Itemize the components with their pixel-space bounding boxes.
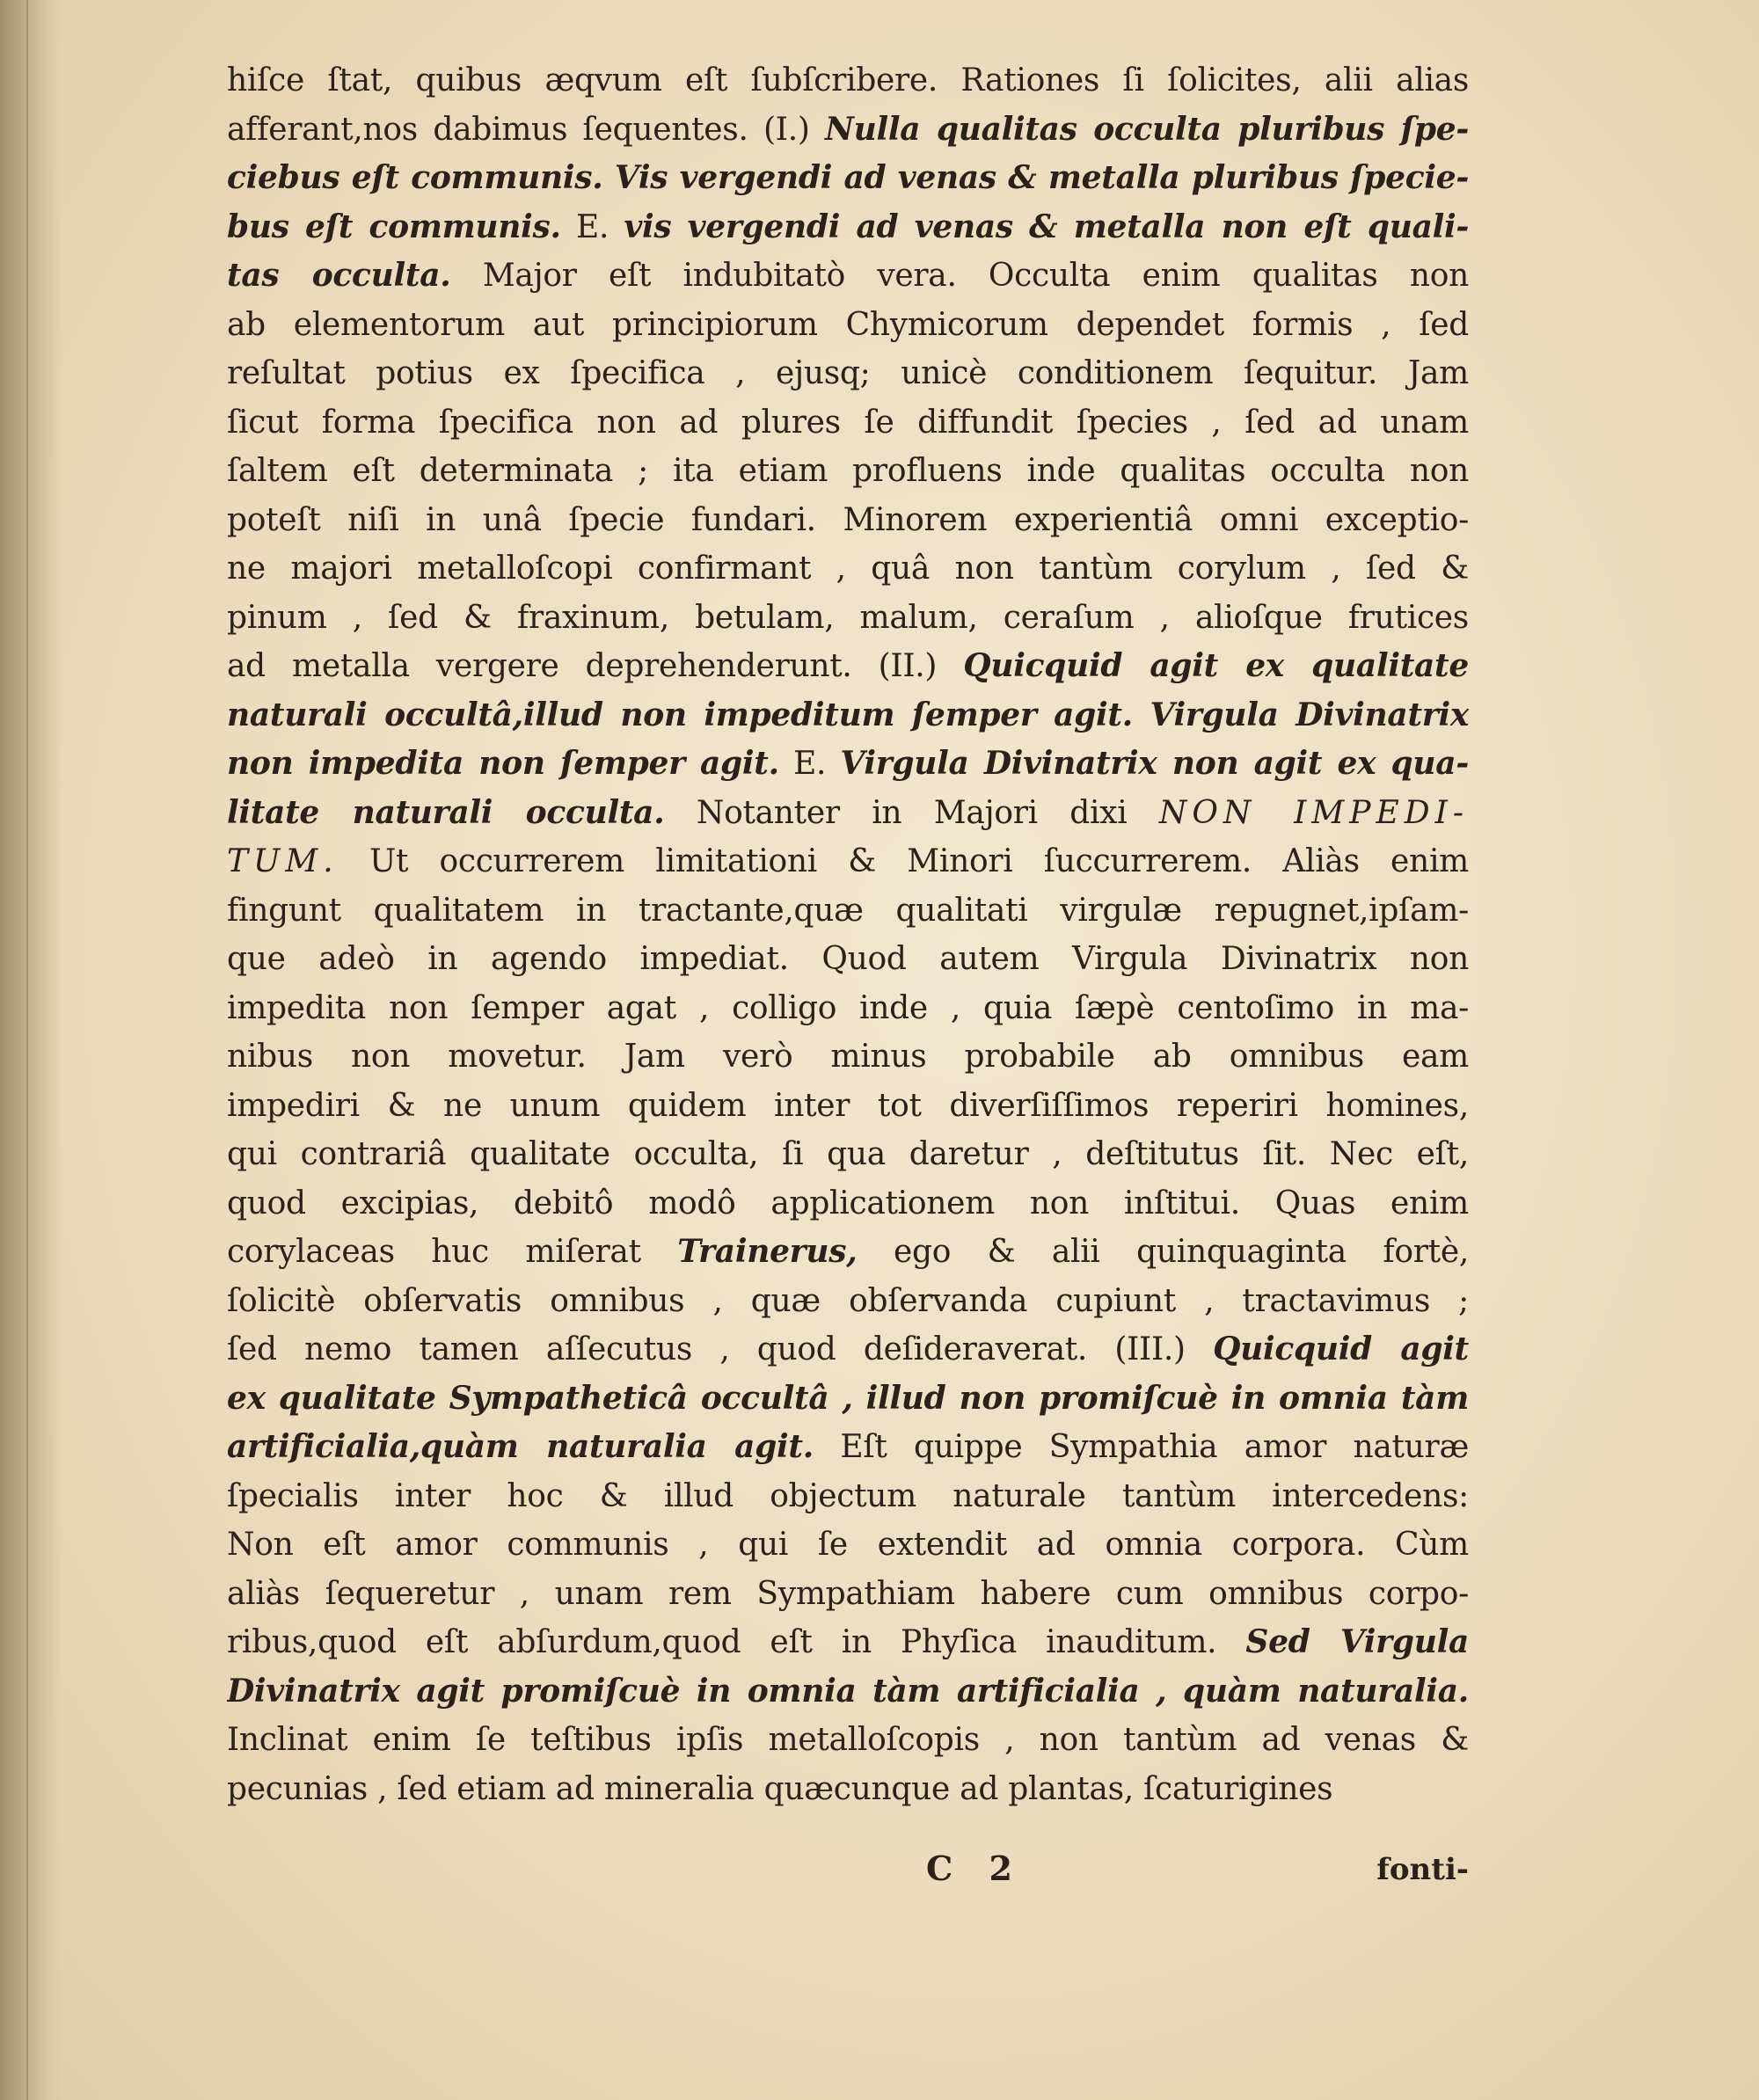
roman-text: ſolicitè obſervatis omnibus , quæ obſervanda cupiunt , tractavimus ;: [227, 1282, 1469, 1319]
text-line: [227, 56, 1469, 106]
text-line: [227, 1228, 1469, 1277]
italic-text: Trainerus,: [677, 1233, 858, 1270]
roman-text: impediri & ne unum quidem inter tot diverſiſſimos reperiri homines,: [227, 1087, 1469, 1124]
italic-text: Nulla qualitas occulta pluribus ſpe-: [825, 110, 1469, 148]
italic-text: Virgula Divinatrix non agit ex qua-: [840, 745, 1469, 782]
italic-text: tas occulta.: [227, 257, 451, 294]
text-line: [227, 203, 1469, 252]
italic-text: naturali occultâ,illud non impeditum ſemper agit. Virgula Divinatrix: [227, 696, 1469, 733]
text-line: [227, 1325, 1469, 1374]
italic-text: Quicquid agit ex qualitate: [963, 647, 1469, 684]
roman-text: fingunt qualitatem in tractante,quæ qualitati virgulæ repugnet,ipſam-: [227, 892, 1469, 929]
text-line: [227, 1082, 1469, 1131]
italic-text: bus eſt communis.: [227, 208, 561, 245]
roman-text: E.: [778, 746, 841, 782]
text-line: [227, 106, 1469, 155]
roman-text: ſpecialis inter hoc & illud objectum naturale tantùm intercedens:: [227, 1477, 1469, 1514]
text-line: [227, 984, 1469, 1033]
text-line: [227, 740, 1469, 789]
roman-text: que adeò in agendo impediat. Quod autem Virgula Divinatrix non: [227, 941, 1469, 977]
text-line: [227, 1765, 1469, 1814]
roman-text: Ut occurrerem limitationi & Minori ſuccurrerem. Aliàs enim: [338, 843, 1469, 879]
page-footer: [227, 1848, 1469, 1901]
text-line: [227, 642, 1469, 691]
roman-text: hiſce ſtat, quibus æqvum eſt ſubſcribere. Rationes ſi ſolicites, alii alias: [227, 62, 1469, 98]
text-line: [227, 154, 1469, 203]
roman-text: ſicut forma ſpecifica non ad plures ſe diffundit ſpecies , ſed ad unam: [227, 404, 1469, 441]
italic-text: artificialia,quàm naturalia agit.: [227, 1428, 814, 1465]
text-line: [227, 1130, 1469, 1179]
roman-text: aliàs ſequeretur , unam rem Sympathiam habere cum omnibus corpo-: [227, 1575, 1469, 1612]
roman-text: nibus non movetur. Jam verò minus probabile ab omnibus eam: [227, 1039, 1469, 1075]
text-line: [227, 252, 1469, 301]
roman-text: E.: [560, 208, 624, 245]
spaced-caps-text: NON IMPEDI-: [1158, 794, 1469, 831]
italic-text: non impedita non ſemper agit.: [227, 745, 779, 782]
italic-text: litate naturali occulta.: [227, 793, 665, 831]
spaced-caps-text: TUM.: [227, 843, 339, 879]
text-line: [227, 1423, 1469, 1472]
text-line: [227, 1667, 1469, 1717]
italic-text: vis vergendi ad venas & metalla non eſt quali-: [624, 208, 1469, 245]
text-line: [227, 1520, 1469, 1570]
text-line: [227, 349, 1469, 398]
roman-text: qui contrariâ qualitate occulta, ſi qua daretur , deſtitutus ſit. Nec eſt,: [227, 1136, 1469, 1172]
text-line: [227, 1716, 1469, 1765]
text-line: [227, 398, 1469, 448]
roman-text: corylaceas huc miſerat: [227, 1234, 678, 1270]
text-line: [227, 1618, 1469, 1667]
italic-text: ciebus eſt communis. Vis vergendi ad venas & metalla pluribus ſpecie-: [227, 159, 1469, 196]
text-line: [227, 1374, 1469, 1424]
italic-text: Divinatrix agit promiſcuè in omnia tàm artificialia , quàm naturalia.: [227, 1672, 1469, 1710]
text-line: [227, 594, 1469, 643]
roman-text: ſaltem eſt determinata ; ita etiam profluens inde qualitas occulta non: [227, 453, 1469, 489]
page-edge: [0, 0, 28, 2100]
text-line: [227, 1472, 1469, 1521]
text-line: [227, 1277, 1469, 1326]
italic-text: Sed Virgula: [1245, 1623, 1469, 1660]
text-line: [227, 886, 1469, 936]
roman-text: Major eſt indubitatò vera. Occulta enim qualitas non: [450, 258, 1469, 294]
roman-text: ribus,quod eſt abſurdum,quod eſt in Phyſica inauditum.: [227, 1624, 1246, 1660]
text-block: [227, 56, 1469, 1813]
text-line: [227, 789, 1469, 838]
text-line: [227, 691, 1469, 740]
roman-text: Inclinat enim ſe teſtibus ipſis metalloſcopis , non tantùm ad venas &: [227, 1722, 1469, 1758]
text-line: [227, 1570, 1469, 1619]
roman-text: ſed nemo tamen aſſecutus , quod deſideraverat. (III.): [227, 1331, 1214, 1367]
roman-text: ad metalla vergere deprehenderunt. (II.): [227, 648, 964, 684]
roman-text: pinum , ſed & fraxinum, betulam, malum, ceraſum , alioſque frutices: [227, 599, 1469, 636]
roman-text: ego & alii quinquaginta fortè,: [857, 1234, 1469, 1270]
text-line: [227, 1179, 1469, 1229]
text-line: [227, 447, 1469, 496]
text-line: [227, 837, 1469, 886]
roman-text: pecunias , ſed etiam ad mineralia quæcunque ad plantas, ſcaturigines: [227, 1770, 1333, 1807]
text-line: [227, 496, 1469, 545]
text-line: [227, 544, 1469, 594]
roman-text: poteſt niſi in unâ ſpecie fundari. Minorem experientiâ omni exceptio-: [227, 501, 1469, 538]
text-line: [227, 935, 1469, 984]
roman-text: ab elementorum aut principiorum Chymicorum dependet formis , ſed: [227, 306, 1469, 343]
text-line: [227, 301, 1469, 350]
roman-text: afferant,nos dabimus ſequentes. (I.): [227, 111, 826, 148]
italic-text: ex qualitate Sympatheticâ occultâ , illud non promiſcuè in omnia tàm: [227, 1379, 1469, 1417]
roman-text: reſultat potius ex ſpecifica , ejusq; unicè conditionem ſequitur. Jam: [227, 355, 1469, 391]
text-line: [227, 1032, 1469, 1082]
roman-text: Eſt quippe Sympathia amor naturæ: [813, 1429, 1469, 1465]
roman-text: quod excipias, debitô modô applicationem non inſtitui. Quas enim: [227, 1185, 1469, 1221]
roman-text: Notanter in Majori dixi: [664, 794, 1159, 831]
catchword: fonti-: [1376, 1852, 1469, 1887]
roman-text: impedita non ſemper agat , colligo inde , quia ſæpè centoſimo in ma-: [227, 989, 1469, 1026]
roman-text: Non eſt amor communis , qui ſe extendit ad omnia corpora. Cùm: [227, 1527, 1469, 1563]
signature-mark: C 2: [926, 1848, 1025, 1888]
roman-text: ne majori metalloſcopi confirmant , quâ non tantùm corylum , ſed &: [227, 551, 1469, 587]
italic-text: Quicquid agit: [1213, 1331, 1469, 1367]
